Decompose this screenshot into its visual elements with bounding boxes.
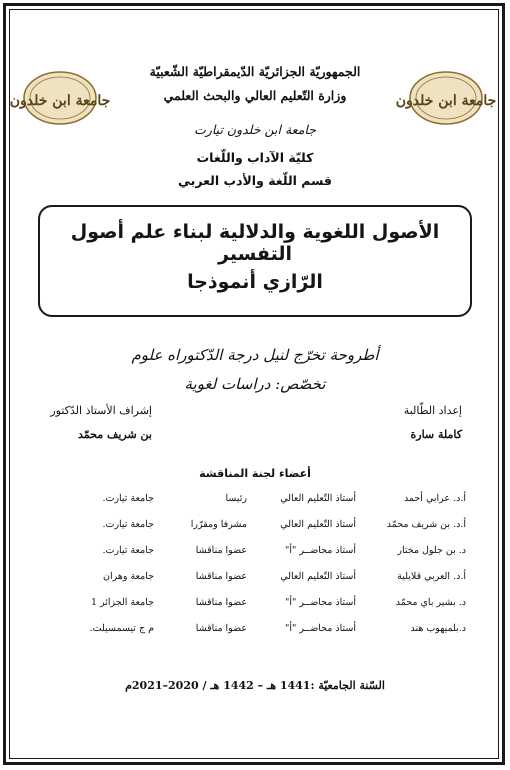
member-university: جامعة وهران <box>102 571 154 582</box>
member-role: عضوا مناقشا <box>195 545 247 556</box>
seal-left-text: جامعة ابن خلدون <box>9 93 111 109</box>
thesis-specialization: تخصّص: دراسات لغوية <box>184 375 326 393</box>
supervisor-name: بن شريف محمّد <box>78 428 152 441</box>
member-rank: أستاذ التّعليم العالي <box>280 519 356 530</box>
member-rank: أستاذ التّعليم العالي <box>280 571 356 582</box>
member-name: أ.د. عرابي أحمد <box>403 493 466 504</box>
member-role: رئيسا <box>225 493 247 504</box>
member-name: أ.د. بن شريف محمّد <box>386 519 466 530</box>
member-rank: أستاذ محاضــر "أ" <box>285 623 356 634</box>
member-university: م ج تيسمسيلت. <box>89 623 154 634</box>
thesis-degree: أطروحة تخرّج لنيل درجة الدّكتوراه علوم <box>131 346 379 364</box>
thesis-title-line1: الأصول اللغوية والدلالية لبناء علم أصول التفسير <box>70 221 440 265</box>
member-role: عضوا مناقشا <box>195 597 247 608</box>
academic-year: السّنة الجامعيّة :1441 هـ – 1442 هـ / 2020–2021م <box>125 679 385 692</box>
student-name: كاملة سارة <box>410 428 462 441</box>
member-role: مشرفا ومقرّرا <box>190 519 247 530</box>
header-department: قسم اللّغة والأدب العربي <box>178 173 332 188</box>
committee-heading: أعضاء لجنة المناقشة <box>199 467 311 480</box>
seal-right-text: جامعة ابن خلدون <box>395 93 497 109</box>
student-label: إعداد الطّالبة <box>403 404 462 417</box>
member-rank: أستاذ التّعليم العالي <box>280 493 356 504</box>
header-faculty: كليّة الآداب واللّغات <box>196 150 314 165</box>
member-university: جامعة تيارت. <box>102 519 154 530</box>
member-role: عضوا مناقشا <box>195 571 247 582</box>
thesis-title-line2: الرّازي أنموذجا <box>187 271 323 293</box>
member-name: د.بلميهوب هند <box>410 623 466 634</box>
member-role: عضوا مناقشا <box>195 623 247 634</box>
member-name: د. بن جلول مختار <box>397 545 466 556</box>
header-ministry: وزارة التّعليم العالي والبحث العلمي <box>163 88 347 103</box>
member-university: جامعة تيارت. <box>102 493 154 504</box>
member-name: د. بشير باي محمّد <box>395 597 466 608</box>
supervisor-label: إشراف الأستاذ الدّكتور <box>50 404 152 417</box>
header-republic: الجمهوريّة الجزائريّة الدّيمقراطيّة الشّعبيّة <box>149 64 361 79</box>
member-name: أ.د. العربي قلايلية <box>397 571 466 582</box>
member-rank: أستاذ محاضــر "أ" <box>285 545 356 556</box>
member-university: جامعة تيارت. <box>102 545 154 556</box>
member-university: جامعة الجزائر 1 <box>90 597 154 608</box>
thesis-title-box <box>38 205 472 317</box>
member-rank: أستاذ محاضــر "أ" <box>285 597 356 608</box>
header-university: جامعة ابن خلدون تيارت <box>194 122 316 137</box>
